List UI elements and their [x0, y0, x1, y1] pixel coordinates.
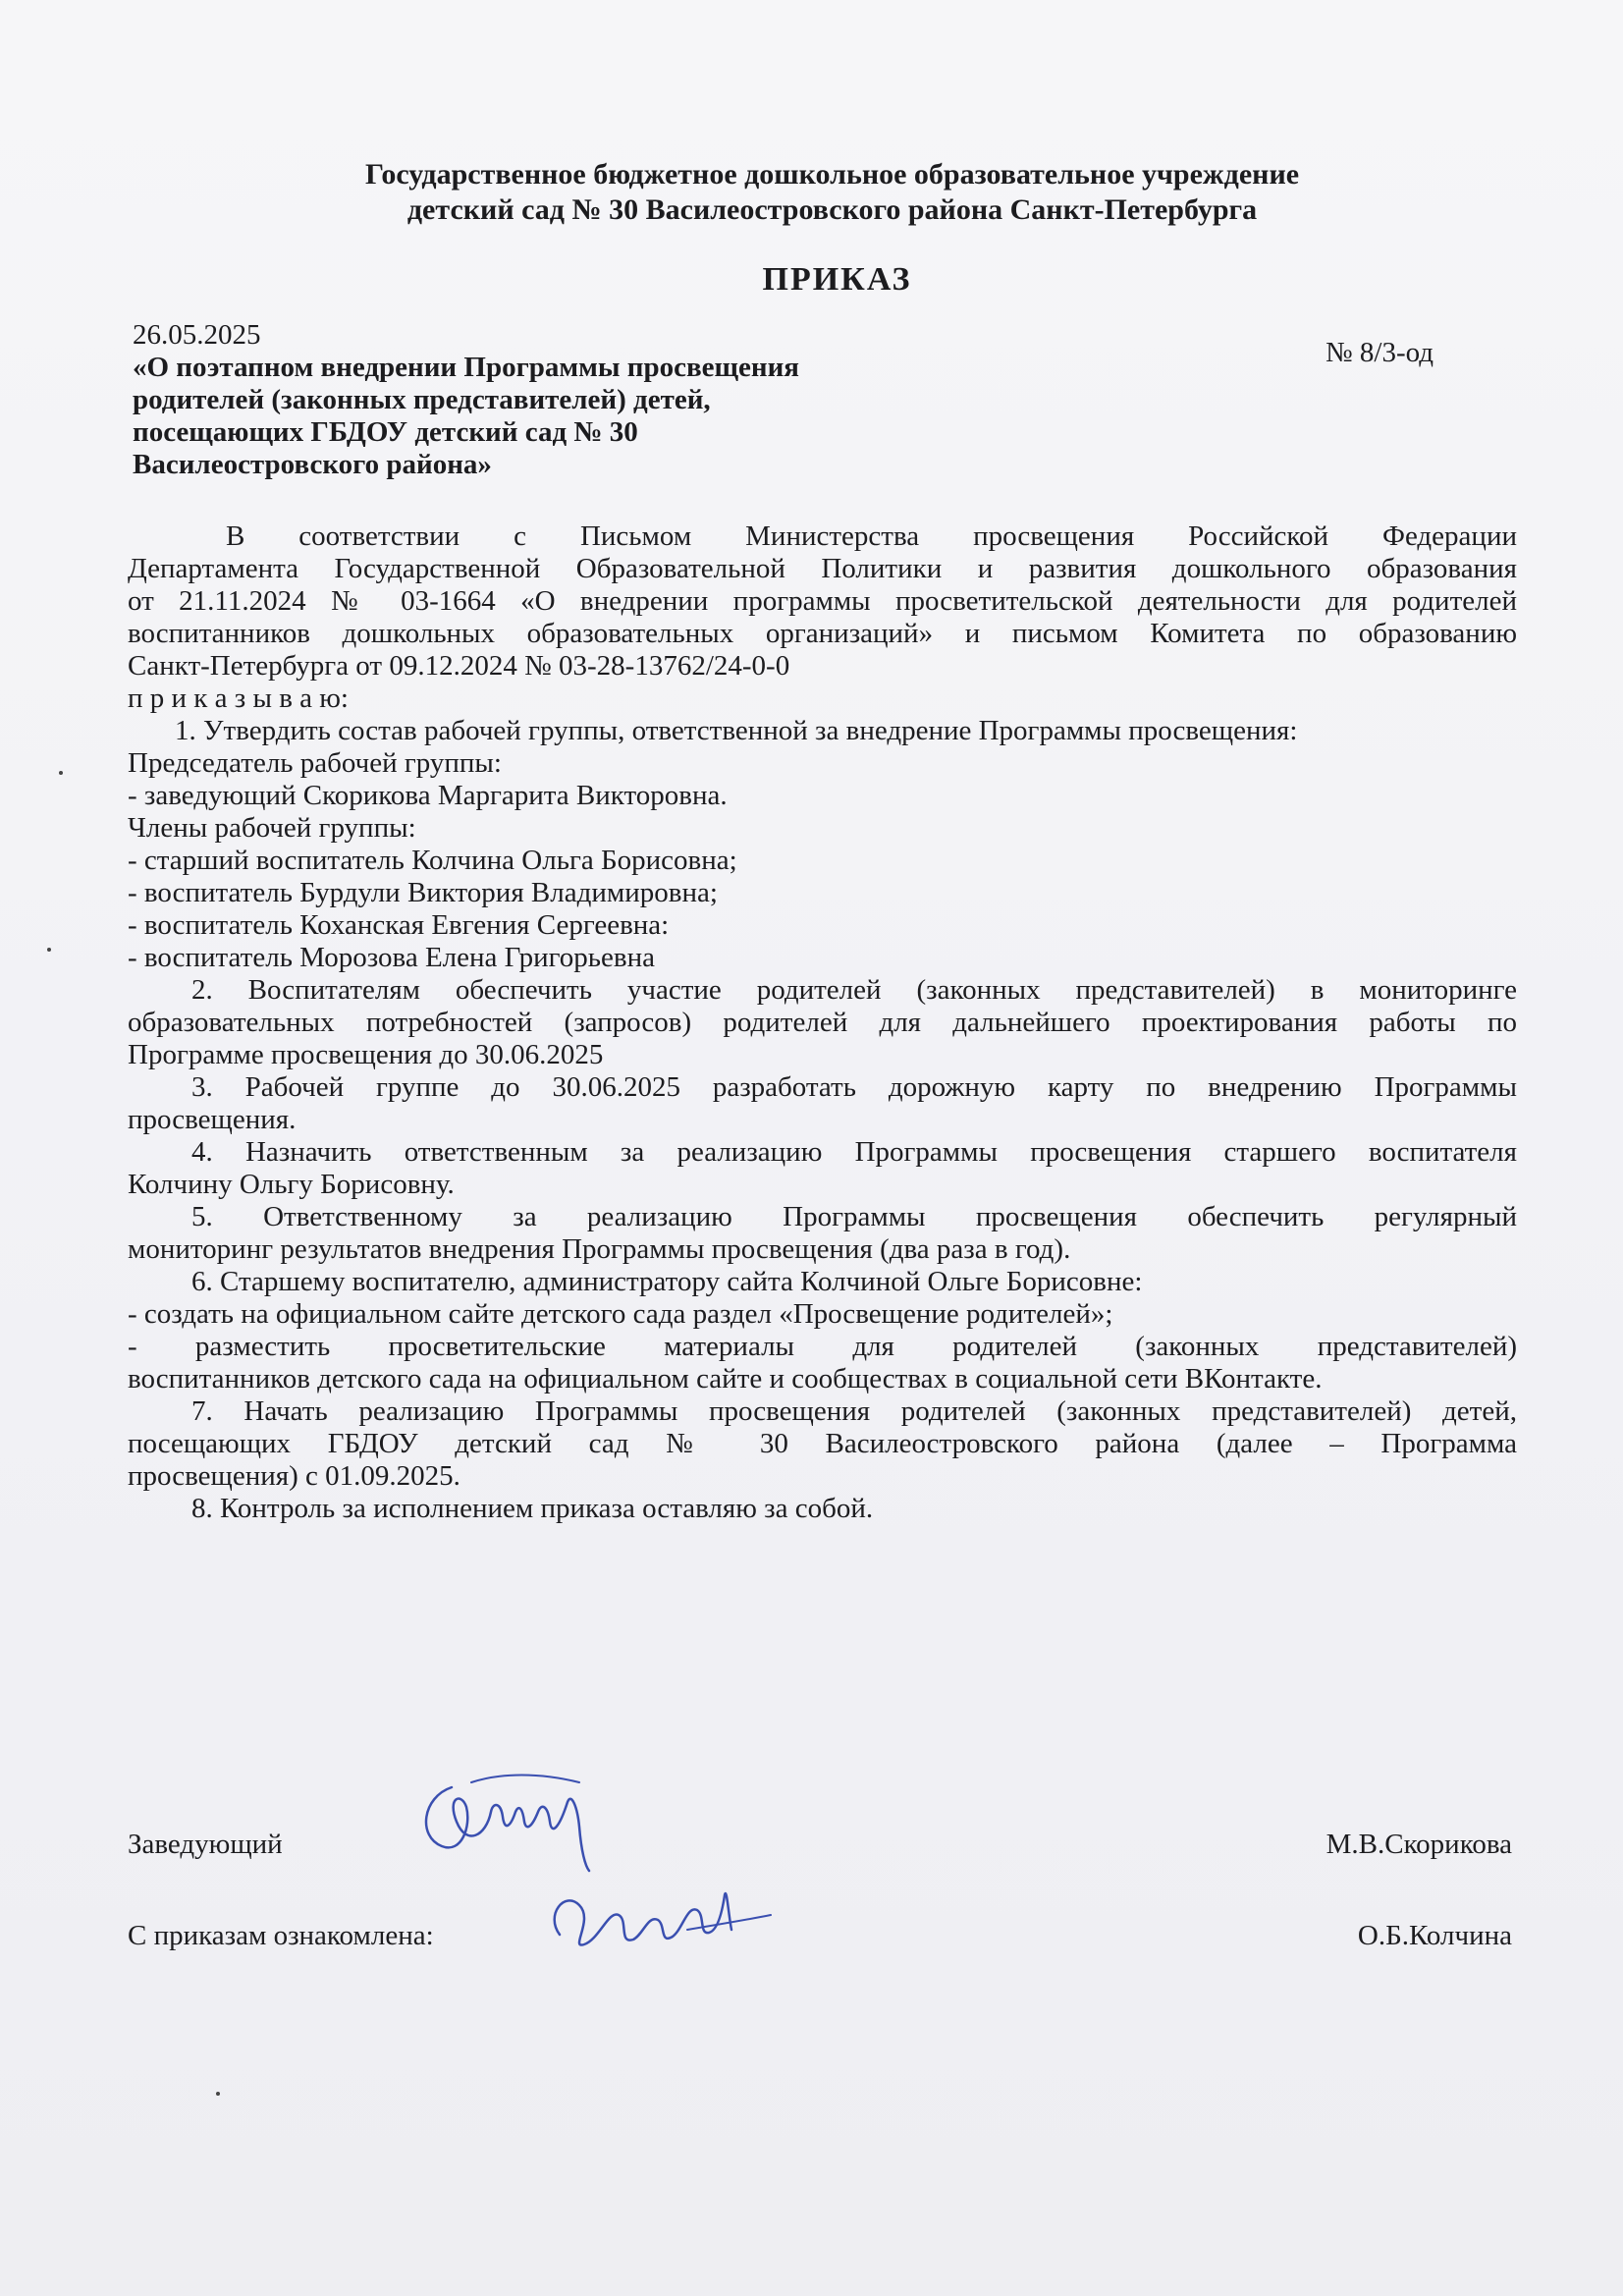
item-4: [128, 1136, 1517, 1201]
member-line: - воспитатель Коханская Евгения Сергеевна:: [128, 909, 670, 941]
head-label: Заведующий: [128, 1829, 283, 1860]
item-5-line: 5. Ответственному за реализацию Программы просвещения обеспечить регулярный: [191, 1201, 1517, 1232]
item-6-line: - создать на официальном сайте детского сада раздел «Просвещение родителей»;: [128, 1298, 1113, 1330]
item-4-line: Колчину Ольгу Борисовну.: [128, 1169, 455, 1200]
item-2-line: 2. Воспитателям обеспечить участие родителей (законных представителей) в мониторинге: [191, 974, 1517, 1006]
item-3: [128, 1071, 1517, 1136]
item-1: [128, 715, 1517, 974]
item-6-line: воспитанников детского сада на официальном сайте и сообществах в социальной сети ВКонтакте.: [128, 1363, 1323, 1394]
order-subject: [133, 352, 938, 481]
members-label: Члены рабочей группы:: [128, 812, 416, 844]
subject-line: посещающих ГБДОУ детский сад № 30: [133, 416, 638, 448]
item-2: [128, 974, 1517, 1071]
preamble: [128, 520, 1517, 715]
item-6-line: 6. Старшему воспитателю, администратору сайта Колчиной Ольге Борисовне:: [191, 1266, 1143, 1297]
scan-speck: [216, 2092, 220, 2096]
subject-line: «О поэтапном внедрении Программы просвещения: [133, 352, 799, 383]
chair-label: Председатель рабочей группы:: [128, 747, 502, 779]
org-line-1: Государственное бюджетное дошкольное образовательное учреждение: [364, 158, 1300, 191]
document-content: [128, 157, 1517, 1525]
item-2-line: образовательных потребностей (запросов) родителей для дальнейшего проектирования работы по: [128, 1007, 1517, 1038]
item-8: [128, 1493, 1517, 1525]
member-line: - старший воспитатель Колчина Ольга Борисовна;: [128, 845, 737, 876]
preamble-line: Департамента Государственной Образовательной Политики и развития дошкольного образования: [128, 553, 1517, 584]
item-2-line: Программе просвещения до 30.06.2025: [128, 1039, 604, 1070]
item-8-line: 8. Контроль за исполнением приказа оставляю за собой.: [191, 1493, 874, 1524]
head-signature-image: [412, 1768, 609, 1876]
organization-header: [147, 157, 1517, 228]
ack-label: С приказам ознакомлена:: [128, 1920, 434, 1951]
item-7-line: 7. Начать реализацию Программы просвещения родителей (законных представителей) детей,: [191, 1395, 1517, 1427]
item-6: [128, 1266, 1517, 1395]
scan-speck: [47, 948, 51, 952]
order-word: п р и к а з ы в а ю:: [128, 683, 349, 714]
item-1-text: 1. Утвердить состав рабочей группы, ответственной за внедрение Программы просвещения:: [175, 715, 1298, 746]
head-name: М.В.Скорикова: [1325, 1829, 1512, 1860]
org-line-2: детский сад № 30 Василеостровского района Санкт-Петербурга: [406, 193, 1258, 226]
chair-name: - заведующий Скорикова Маргарита Викторовна.: [128, 780, 728, 811]
item-4-line: 4. Назначить ответственным за реализацию Программы просвещения старшего воспитателя: [191, 1136, 1517, 1168]
member-line: - воспитатель Бурдули Виктория Владимировна;: [128, 877, 718, 908]
item-7-line: просвещения) с 01.09.2025.: [128, 1460, 460, 1492]
item-3-line: просвещения.: [128, 1104, 297, 1135]
subject-line: родителей (законных представителей) детей,: [133, 384, 711, 415]
preamble-line: В соответствии с Письмом Министерства просвещения Российской Федерации: [226, 520, 1517, 552]
ack-signature-image: [540, 1876, 776, 1964]
preamble-line: от 21.11.2024 № 03-1664 «О внедрении программы просветительской деятельности для родителей: [128, 585, 1517, 617]
order-date: 26.05.2025: [133, 319, 261, 351]
document-title: ПРИКАЗ: [762, 261, 912, 298]
item-5-line: мониторинг результатов внедрения Программы просвещения (два раза в год).: [128, 1233, 1071, 1265]
item-3-line: 3. Рабочей группе до 30.06.2025 разработать дорожную карту по внедрению Программы: [191, 1071, 1517, 1103]
order-body: [128, 520, 1517, 1525]
scan-speck: [59, 771, 63, 775]
order-number: № 8/3-од: [1325, 337, 1434, 368]
ack-name: О.Б.Колчина: [1357, 1920, 1512, 1951]
preamble-line: Санкт-Петербурга от 09.12.2024 № 03-28-13762/24-0-0: [128, 650, 790, 682]
subject-line: Василеостровского района»: [133, 449, 492, 480]
preamble-line: воспитанников дошкольных образовательных организаций» и письмом Комитета по образованию: [128, 618, 1517, 649]
item-7: [128, 1395, 1517, 1493]
item-6-line: - разместить просветительские материалы для родителей (законных представителей): [128, 1331, 1517, 1362]
item-7-line: посещающих ГБДОУ детский сад № 30 Василеостровского района (далее – Программа: [128, 1428, 1517, 1459]
item-5: [128, 1201, 1517, 1266]
member-line: - воспитатель Морозова Елена Григорьевна: [128, 942, 655, 973]
